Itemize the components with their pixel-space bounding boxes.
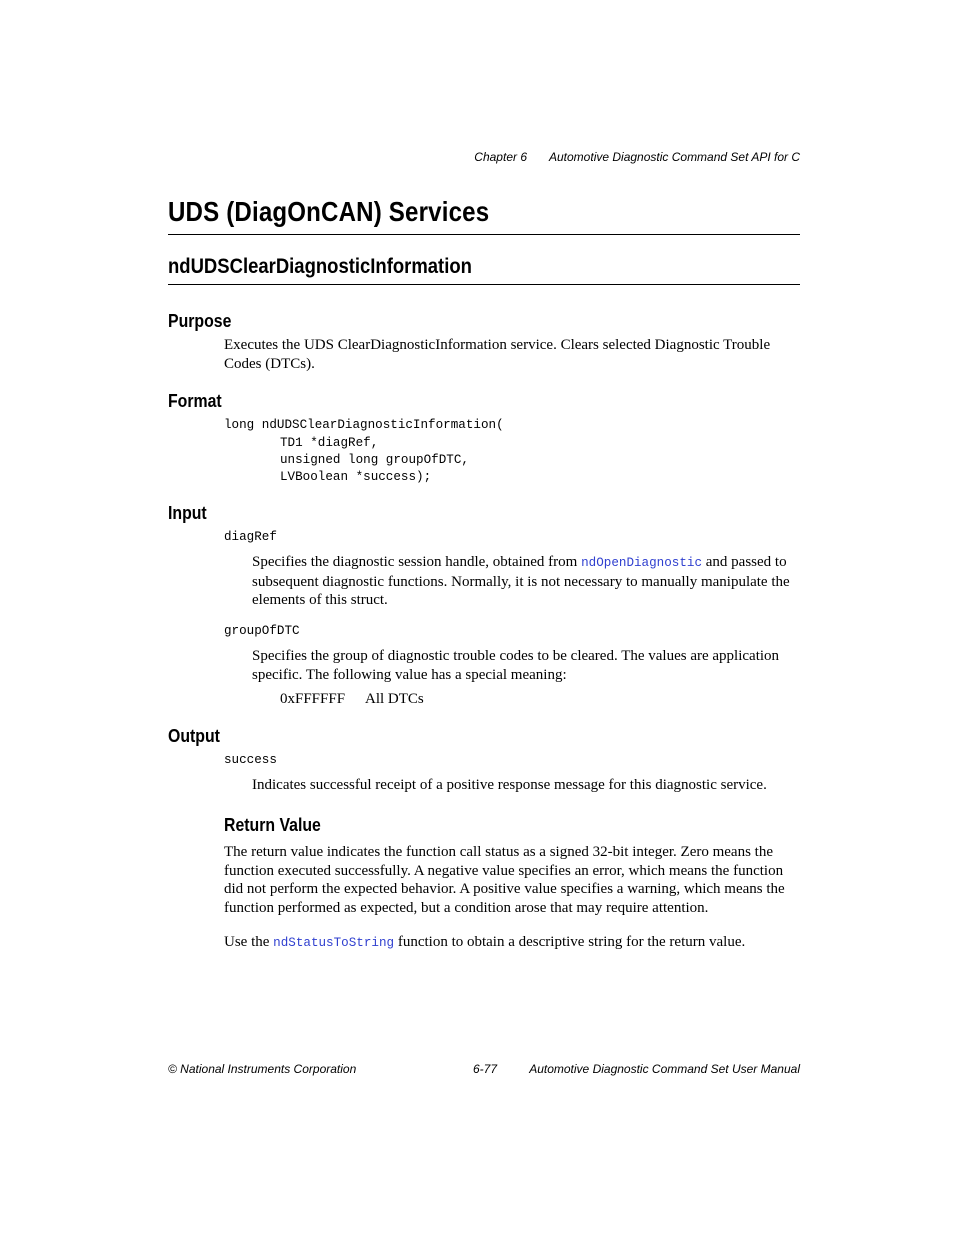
param-desc-diagref [252,553,800,610]
function-title: ndUDSClearDiagnosticInformation [168,255,472,278]
function-rule [168,284,800,285]
output-heading: Output [168,726,220,746]
return-value-heading: Return Value [224,815,321,835]
footer-copyright: © National Instruments Corporation [168,1062,357,1076]
purpose-text: Executes the UDS ClearDiagnosticInformation service. Clears selected Diagnostic Trouble Codes (DTCs). [224,337,771,372]
param-desc-groupofdtc: Specifies the group of diagnostic trouble codes to be cleared. The values are application specific. The following value has a special meaning: [252,648,780,683]
param-name-success: success [224,753,277,767]
param-name-groupofdtc: groupOfDTC [224,624,300,638]
section-title: UDS (DiagOnCAN) Services [168,196,490,227]
param-name-diagref: diagRef [224,530,277,544]
format-heading: Format [168,391,222,411]
format-line-2: TD1 *diagRef, [280,436,379,450]
format-line-1: long ndUDSClearDiagnosticInformation( [224,418,504,432]
input-heading: Input [168,503,207,523]
format-line-4: LVBoolean *success); [280,470,432,484]
param-desc-success: Indicates successful receipt of a positive response message for this diagnostic service. [252,777,767,793]
running-header [474,150,800,164]
chapter-label: Chapter 6 [474,150,527,164]
param-desc-diagref-before: Specifies the diagnostic session handle, obtained from [252,554,582,570]
usage-after: function to obtain a descriptive string for the return value. [394,934,746,950]
return-value-text: The return value indicates the function call status as a signed 32-bit integer. Zero means the function executed successfully. A negative value specifies an error, which means the function did not perform the expected behavior. A positive value specifies a warning, which means the function performed as expected, but a condition arose that may require attention. [224,844,785,916]
param-desc-diagref-after: and passed to subsequent diagnostic functions. Normally, it is not necessary to manually manipulate the elements of this struct. [252,554,790,608]
return-value-usage [224,933,800,953]
special-value: 0xFFFFFF [280,691,346,707]
special-value-meaning: All DTCs [365,691,424,707]
footer-page-number: 6-77 [473,1062,498,1076]
link-ndopendiagnostic[interactable]: ndOpenDiagnostic [581,556,703,570]
footer-manual-title: Automotive Diagnostic Command Set User Manual [529,1062,800,1076]
link-ndstatustostring[interactable]: ndStatusToString [273,936,395,950]
purpose-heading: Purpose [168,311,232,331]
section-rule [168,234,800,235]
usage-before: Use the [224,934,274,950]
format-line-3: unsigned long groupOfDTC, [280,453,469,467]
chapter-title: Automotive Diagnostic Command Set API for C [549,150,800,164]
